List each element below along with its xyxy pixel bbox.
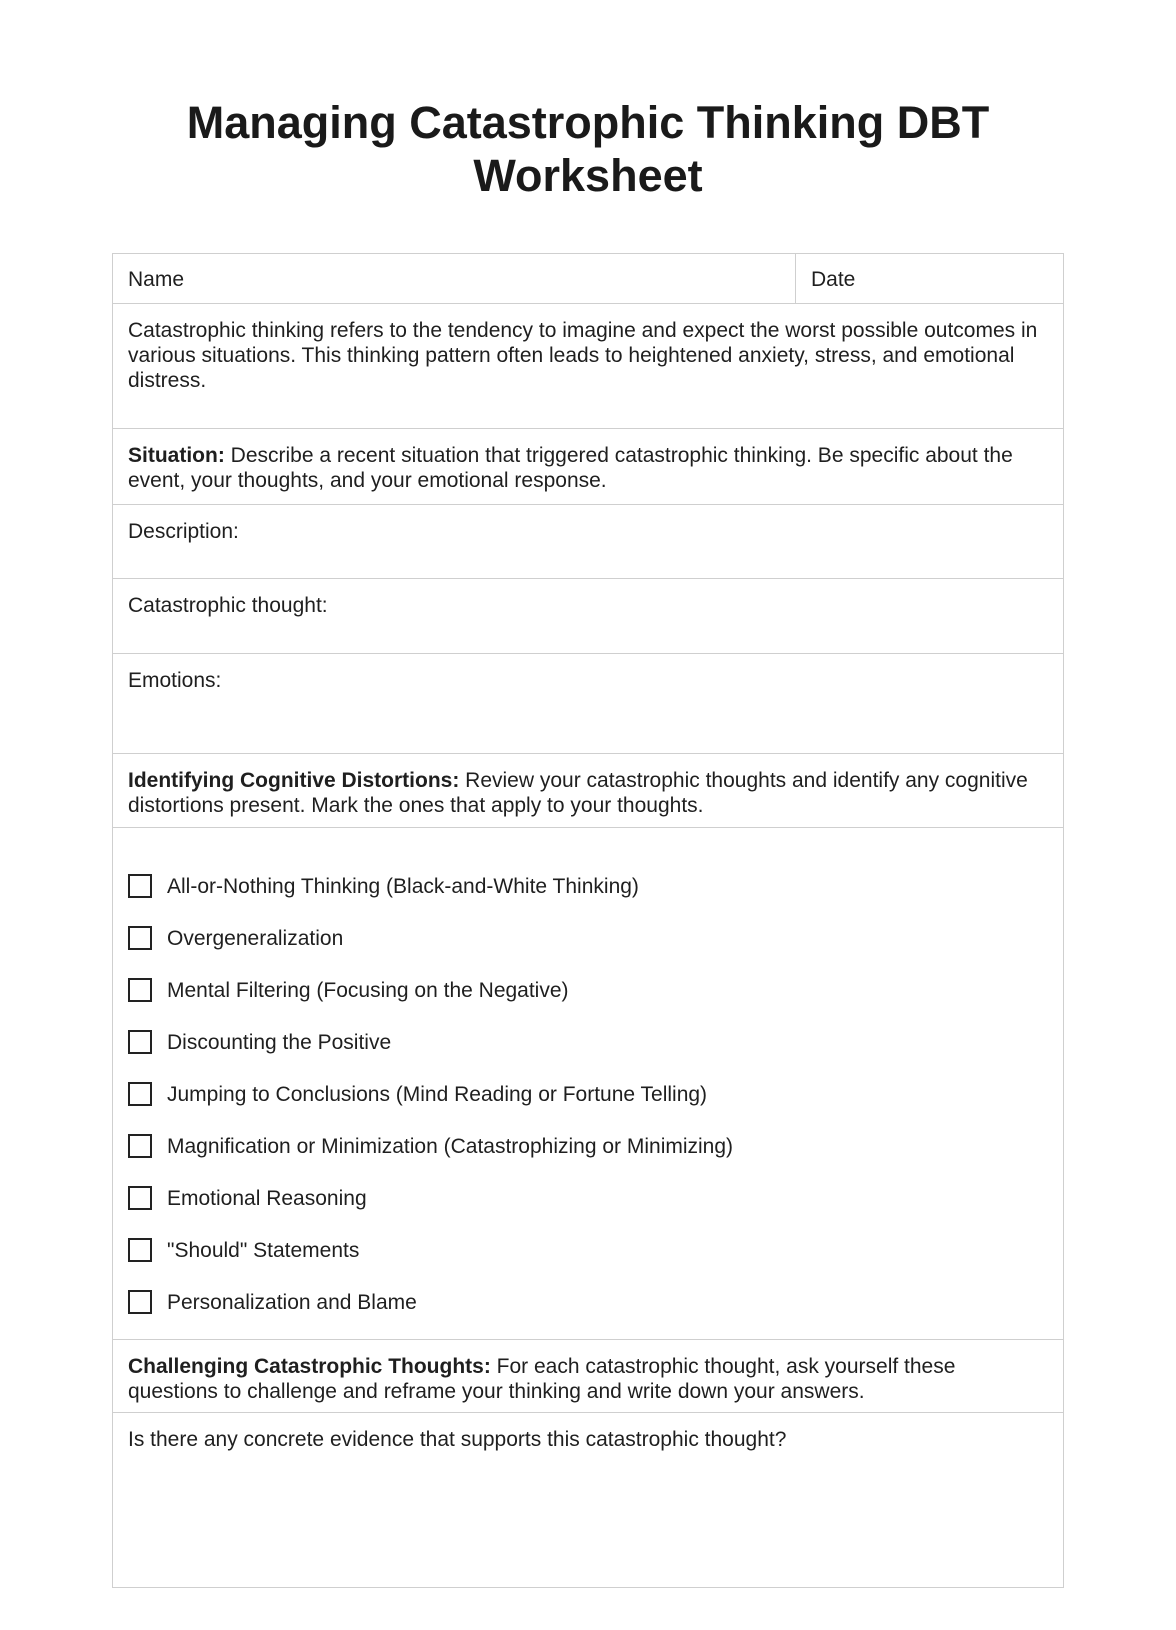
checklist-item [128, 1068, 1048, 1120]
checkbox[interactable] [128, 1082, 152, 1106]
situation-section [113, 429, 1063, 505]
checkbox[interactable] [128, 874, 152, 898]
challenging-section [113, 1340, 1063, 1413]
date-field[interactable] [796, 254, 1063, 303]
catastrophic-thought-field[interactable] [113, 579, 1063, 654]
challenging-heading: Challenging Catastrophic Thoughts: [128, 1355, 491, 1378]
emotions-label: Emotions: [128, 669, 222, 692]
checklist-item-label: Emotional Reasoning [167, 1186, 367, 1210]
name-field[interactable] [113, 254, 796, 303]
worksheet-table [112, 253, 1064, 1588]
evidence-answer-field[interactable] [113, 1413, 1063, 1587]
evidence-question: Is there any concrete evidence that supports this catastrophic thought? [128, 1428, 787, 1451]
intro-section [113, 304, 1063, 429]
intro-text: Catastrophic thinking refers to the tendency to imagine and expect the worst possible outcomes in various situations. This thinking pattern often leads to heightened anxiety, stress, and emotional distress. [128, 319, 1038, 392]
checklist-item-label: All-or-Nothing Thinking (Black-and-White Thinking) [167, 874, 639, 898]
situation-text: Describe a recent situation that triggered catastrophic thinking. Be specific about the event, your thoughts, and your emotional response. [128, 444, 1013, 492]
checklist-item-label: Discounting the Positive [167, 1030, 392, 1054]
checkbox[interactable] [128, 1030, 152, 1054]
emotions-field[interactable] [113, 654, 1063, 754]
title-line-2: Worksheet [473, 150, 703, 201]
checkbox[interactable] [128, 926, 152, 950]
name-date-row [113, 254, 1063, 304]
checklist-item [128, 1172, 1048, 1224]
situation-heading: Situation: [128, 444, 225, 467]
checkbox[interactable] [128, 1238, 152, 1262]
challenging-text: For each catastrophic thought, ask yourself these questions to challenge and reframe your thinking and write down your answers. [128, 1355, 956, 1403]
checklist-item-label: Overgeneralization [167, 926, 344, 950]
checkbox[interactable] [128, 1134, 152, 1158]
checklist-item-label: Magnification or Minimization (Catastrophizing or Minimizing) [167, 1134, 734, 1158]
checklist-item [128, 1276, 1048, 1328]
checklist-item [128, 860, 1048, 912]
checklist-item-label: Mental Filtering (Focusing on the Negative) [167, 978, 569, 1002]
checklist-item [128, 1224, 1048, 1276]
checklist-item-label: "Should" Statements [167, 1238, 360, 1262]
page-title [0, 96, 1176, 202]
checklist-item [128, 1120, 1048, 1172]
checklist-item-label: Personalization and Blame [167, 1290, 417, 1314]
checkbox[interactable] [128, 1290, 152, 1314]
checklist-item-label: Jumping to Conclusions (Mind Reading or Fortune Telling) [167, 1082, 708, 1106]
distortions-heading: Identifying Cognitive Distortions: [128, 769, 460, 792]
checkbox[interactable] [128, 978, 152, 1002]
date-label: Date [811, 268, 856, 291]
distortions-text: Review your catastrophic thoughts and identify any cognitive distortions present. Mark the ones that apply to your thoughts. [128, 769, 1028, 817]
description-label: Description: [128, 520, 239, 543]
name-label: Name [128, 268, 185, 291]
title-line-1: Managing Catastrophic Thinking DBT [186, 97, 990, 148]
checklist-item [128, 964, 1048, 1016]
distortions-section [113, 754, 1063, 828]
distortions-checklist [113, 828, 1063, 1340]
checklist-item [128, 1016, 1048, 1068]
catastrophic-thought-label: Catastrophic thought: [128, 594, 328, 617]
description-field[interactable] [113, 505, 1063, 579]
checkbox[interactable] [128, 1186, 152, 1210]
checklist-item [128, 912, 1048, 964]
